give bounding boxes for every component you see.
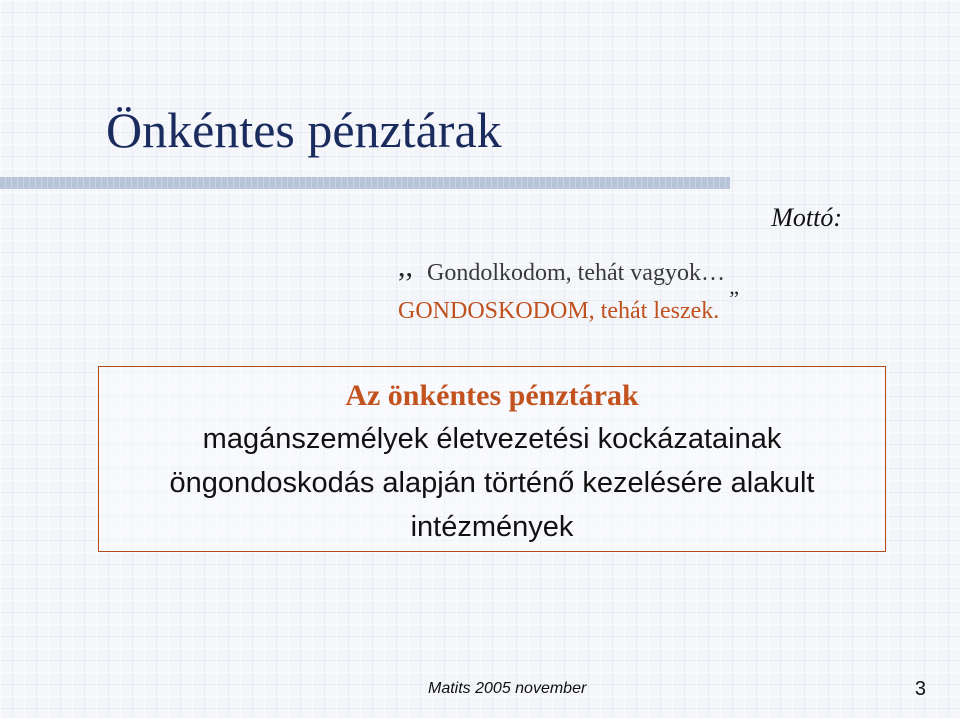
- footer-text: Matits 2005 november: [428, 680, 587, 697]
- title-divider: [0, 177, 730, 189]
- definition-heading: Az önkéntes pénztárak: [345, 379, 639, 412]
- definition-box: [98, 366, 886, 552]
- definition-line: öngondoskodás alapján történő kezelésére alakult: [169, 467, 815, 499]
- opening-quote-mark: ,,: [398, 250, 413, 283]
- definition-line: magánszemélyek életvezetési kockázatainak: [202, 423, 782, 455]
- motto-label: Mottó:: [771, 203, 842, 232]
- slide-title: Önkéntes pénztárak: [106, 102, 502, 158]
- slide-number: 3: [914, 678, 926, 700]
- definition-line: intézmények: [410, 511, 574, 543]
- quote-line-1-text: Gondolkodom, tehát vagyok…: [427, 260, 725, 286]
- closing-quote-mark: ”: [729, 286, 740, 311]
- quote-line-2-text: GONDOSKODOM, tehát leszek.: [398, 298, 720, 324]
- quote-line-2: [398, 286, 740, 325]
- quote-line-1: [398, 250, 725, 288]
